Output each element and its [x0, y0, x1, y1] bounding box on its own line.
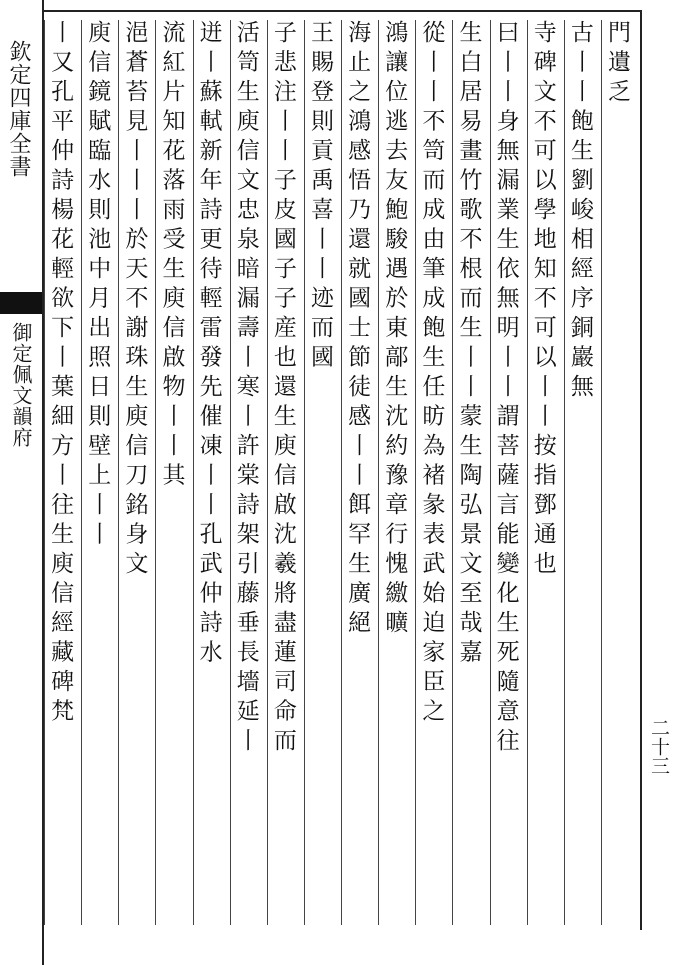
margin-black-bar: [0, 292, 42, 314]
margin-title: 欽定四庫全書: [6, 40, 31, 178]
text-column: 曰丨丨身無漏業生依無明丨丨謂菩薩言能變化生死隨意往: [490, 20, 527, 925]
text-column: 迸丨蘇軾新年詩更待輕雷發先催凍丨丨孔武仲詩水: [193, 20, 230, 925]
text-column: 浥蒼苔見丨丨丨於天不謝珠生庾信刀銘身文: [118, 20, 155, 925]
text-column: 王賜登則貢禹喜丨丨迹而國: [304, 20, 341, 925]
text-column: 門遺乏: [601, 20, 638, 925]
text-column: 鴻讓位逃去友鮑駿遇於東鄗生沈約豫章行愧繳曠: [378, 20, 415, 925]
text-column: 從丨丨不笥而成由筆成飽生任昉為褚彖表武始迫家臣之: [415, 20, 452, 925]
top-border-rule: [42, 10, 642, 12]
margin-book-name: 御定佩文韻府: [9, 322, 33, 448]
text-columns: [44, 20, 638, 925]
text-column: 活笥生庾信文忠泉暗漏壽丨寒丨許棠詩架引藤垂長墻延丨: [230, 20, 267, 925]
margin-strip: [0, 0, 44, 965]
text-column: 流紅片知花落雨受生庾信啟物丨丨其: [155, 20, 192, 925]
right-border-rule: [640, 10, 642, 930]
page-number: 二十三: [648, 718, 670, 775]
text-column: 古丨丨飽生劉峻相經序銅巖無: [564, 20, 601, 925]
text-column: 子悲注丨丨子皮國子子産也還生庾信啟沈羲將盡蓮司命而: [267, 20, 304, 925]
text-column: 丨又孔平仲詩楊花輕欲下丨葉細方丨往生庾信經藏碑梵: [44, 20, 81, 925]
text-column: 海止之鴻感悟乃還就國士節徒感丨丨餌罕生廣絕: [341, 20, 378, 925]
text-column: 庾信鏡賦臨水則池中月出照日則壁上丨丨: [81, 20, 118, 925]
text-column: 寺碑文不可以學地知不可以丨丨按指鄧通也: [527, 20, 564, 925]
text-column: 生白居易畫竹歌不根而生丨丨蒙生陶弘景文至哉嘉: [452, 20, 489, 925]
